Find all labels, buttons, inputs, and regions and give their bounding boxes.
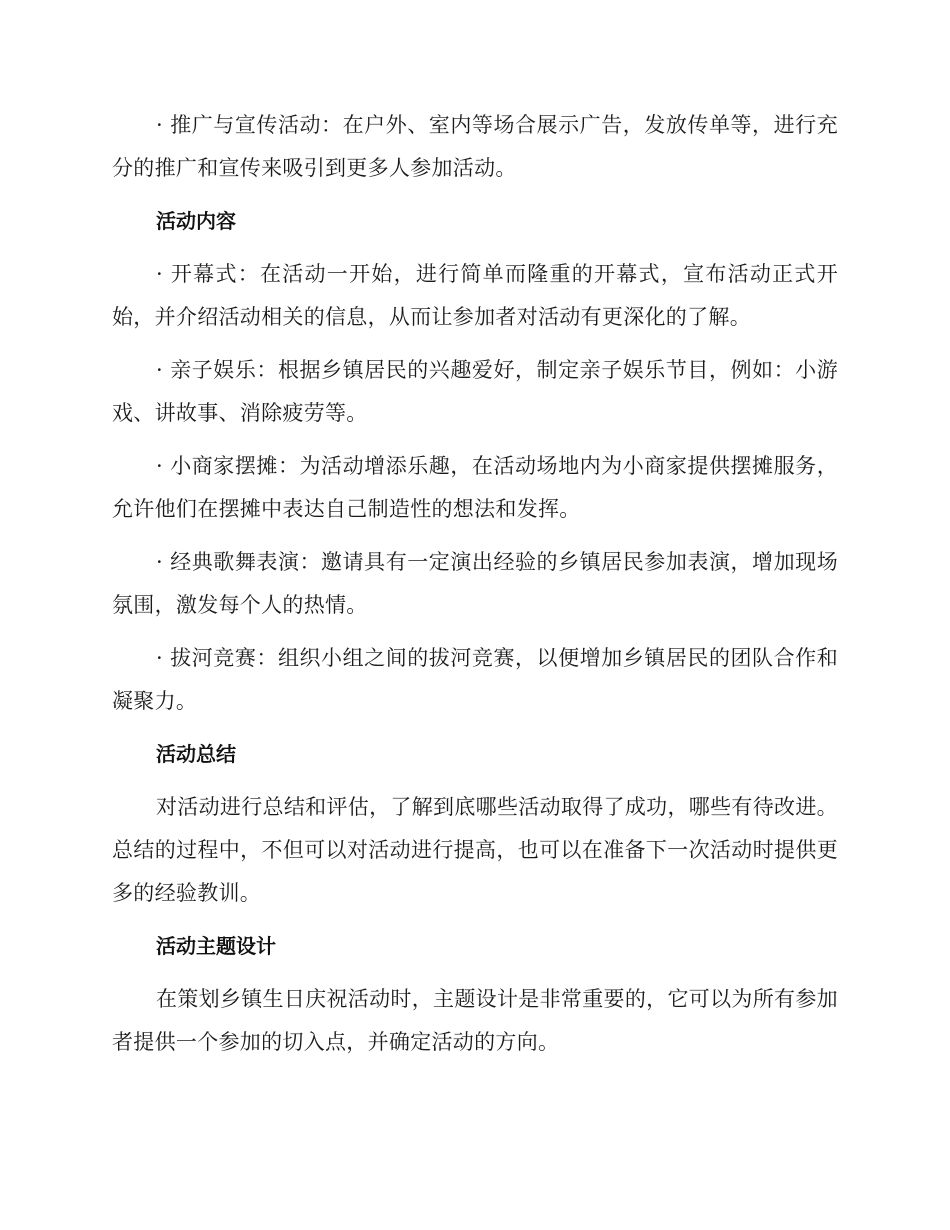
- heading-theme-design: 活动主题设计: [156, 934, 276, 958]
- paragraph-summary: 对活动进行总结和评估，了解到底哪些活动取得了成功，哪些有待改进。总结的过程中，不但可以对活动进行提高，也可以在准备下一次活动时提供更多的经验教训。: [112, 795, 838, 905]
- heading-activity-summary: 活动总结: [156, 742, 236, 766]
- paragraph-song-dance: · 经典歌舞表演：邀请具有一定演出经验的乡镇居民参加表演，增加现场氛围，激发每个人的热情。: [112, 550, 838, 617]
- paragraph-vendor-stalls: · 小商家摆摊：为活动增添乐趣，在活动场地内为小商家提供摆摊服务，允许他们在摆摊中表达自己制造性的想法和发挥。: [112, 454, 838, 521]
- paragraph-parent-child-entertainment: · 亲子娱乐：根据乡镇居民的兴趣爱好，制定亲子娱乐节目，例如：小游戏、讲故事、消除疲劳等。: [112, 358, 838, 425]
- paragraph-opening-ceremony: · 开幕式：在活动一开始，进行简单而隆重的开幕式，宣布活动正式开始，并介绍活动相关的信息，从而让参加者对活动有更深化的了解。: [112, 262, 838, 329]
- paragraph-theme-design: 在策划乡镇生日庆祝活动时，主题设计是非常重要的，它可以为所有参加者提供一个参加的切入点，并确定活动的方向。: [112, 987, 838, 1054]
- paragraph-promotion: · 推广与宣传活动：在户外、室内等场合展示广告，发放传单等，进行充分的推广和宣传来吸引到更多人参加活动。: [112, 113, 838, 180]
- document-body: [112, 104, 838, 1074]
- paragraph-tug-of-war: · 拔河竞赛：组织小组之间的拔河竞赛，以便增加乡镇居民的团队合作和凝聚力。: [112, 646, 838, 713]
- heading-activity-content: 活动内容: [156, 209, 236, 233]
